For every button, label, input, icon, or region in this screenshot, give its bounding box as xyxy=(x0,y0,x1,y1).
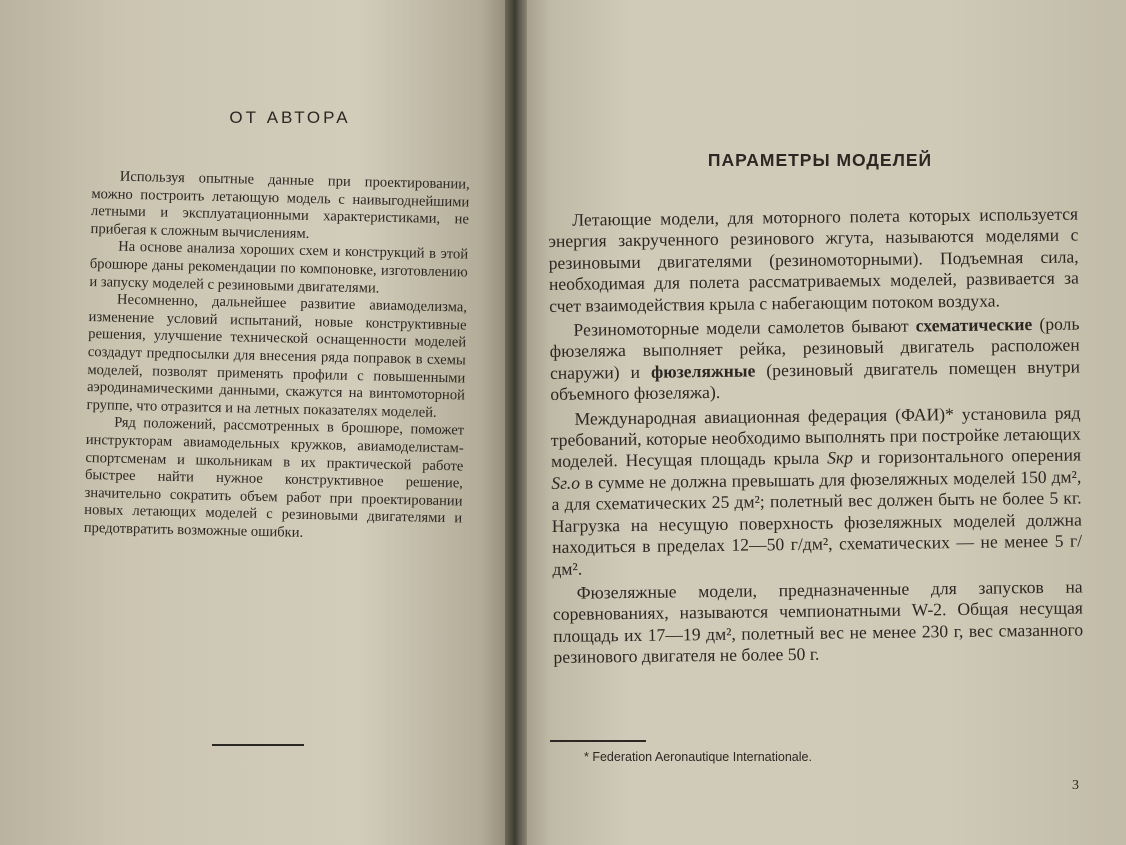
term-fuselage: фюзеляжные xyxy=(650,360,756,382)
text-run: , вес смазанного резинового двигателя не более xyxy=(553,619,1084,668)
left-paragraph: Используя опытные данные при проектировании, можно построить летающую модель с наивыгоднейшими летными и эксплуатационными характеристиками, не прибегая к сложным вычислениям. xyxy=(90,168,470,242)
value-weight: 230 г xyxy=(921,620,959,642)
text-run: (роль фюзеляжа выполняет рейка, резиновый двигатель расположен снаружи) и xyxy=(549,313,1080,383)
text-run: Фюзеляжные модели, предназначенные для запусков на соревнованиях, называются чемпионатными W-2. Общая несущая площадь их xyxy=(552,576,1084,646)
right-paragraph xyxy=(549,314,1080,406)
symbol-s-go: Sг.о xyxy=(551,472,581,493)
text-run: (резиновый двигатель помещен внутри объемного фюзеляжа). xyxy=(550,356,1081,405)
right-paragraph: Летающие модели, для моторного полета которых используется энергия закрученного резинового жгута, называются моделями с резиновыми двигателями (резиномоторными). Подъемная сила, необходимая для полета рассматриваемых моделей, развивается за счет взаимодействия крыла с набегающим потоком воздуха. xyxy=(548,203,1079,316)
page-number: 3 xyxy=(1072,778,1079,793)
text-run: в сумме не должна превышать для фюзеляжных моделей xyxy=(579,467,1021,493)
text-run: и горизонтального оперения xyxy=(852,444,1082,468)
text-run: . xyxy=(577,558,583,579)
left-end-rule xyxy=(212,744,304,746)
text-run: , полетный вес не менее xyxy=(731,621,922,644)
footnote: * Federation Aeronautique Internationale. xyxy=(584,750,812,764)
text-run: . Нагрузка на несущую поверхность фюзеляжных моделей должна находиться в пределах xyxy=(551,487,1082,558)
left-paragraph: Ряд положений, рассмотренных в брошюре, поможет инструкторам авиамодельных кружков, авиамоделистам-спортсменам и школьникам в их практической работе быстрее найти нужное конструктивное решение, значительно сократить объем работ при проектировании новых летающих моделей с резиновыми двигателями и предотвратить возможные ошибки. xyxy=(83,414,465,541)
right-page-heading: ПАРАМЕТРЫ МОДЕЛЕЙ xyxy=(707,150,933,170)
left-paragraph: На основе анализа хороших схем и конструкций в этой брошюре даны рекомендации по компоновке, изготовлению и запуску моделей с резиновыми двигателями. xyxy=(89,238,469,297)
value-motor-weight: 50 г xyxy=(787,643,816,665)
value-area: 150 дм², а для схематических 25 дм² xyxy=(551,466,1082,515)
text-run: Международная авиационная федерация (ФАИ)* установила ряд требований, которые необходимо выполнять при постройке летающих моделей. Несущая площадь крыла xyxy=(550,402,1081,472)
left-page-heading: ОТ АВТОРА xyxy=(229,108,351,127)
value-load-min: 5 г/дм² xyxy=(552,530,1083,579)
right-page-body xyxy=(548,204,1084,672)
footnote-rule xyxy=(550,740,646,742)
value-weight: 5 кг xyxy=(1049,487,1078,509)
text-run: . xyxy=(814,643,820,664)
symbol-s-kr: Sкр xyxy=(827,447,854,469)
right-paragraph xyxy=(553,576,1084,668)
term-schematic: схематические xyxy=(915,314,1033,336)
text-run: Резиномоторные модели самолетов бывают xyxy=(573,315,916,340)
right-paragraph xyxy=(550,402,1082,580)
value-area: 17—19 дм² xyxy=(647,623,732,645)
left-paragraph: Несомненно, дальнейшее развитие авиамоделизма, изменение условий испытаний, новые конструктивные решения, улучшение технической оснащенности моделей создадут предпосылки для внесения ряда поправок в схемы моделей, позволят применять профили с повышенными аэродинамическими данными, скажутся на винтомоторной группе, что отразится и на летных показателях моделей. xyxy=(86,291,468,421)
book-gutter xyxy=(505,0,527,845)
text-run: ; полетный вес должен быть не более xyxy=(759,488,1050,512)
left-page-body xyxy=(84,168,470,546)
value-load: 12—50 г/дм² xyxy=(731,533,829,555)
text-run: , схематических — не менее xyxy=(828,530,1055,554)
